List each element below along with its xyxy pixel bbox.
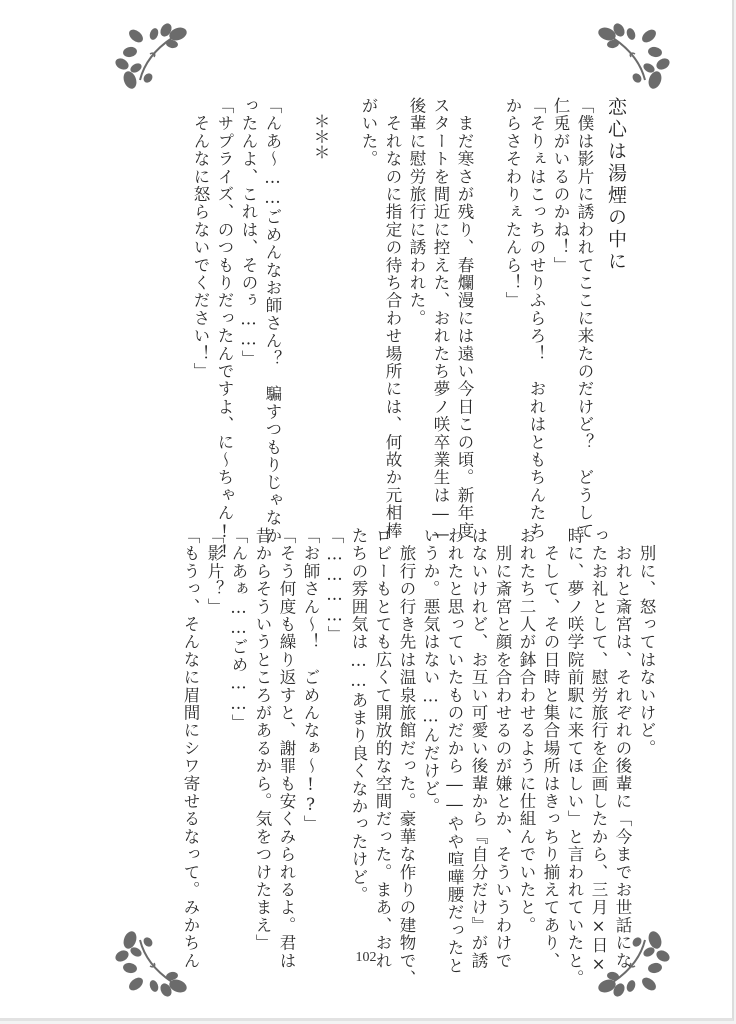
page-number: 102 [355, 950, 377, 965]
text-line: がいた。 [359, 97, 378, 168]
text-line: スタートを間近に控えた、おれたち夢ノ咲卒業生は―― [431, 97, 450, 545]
text-line: われたと思っていたものだから――やや喧嘩腰だったと [445, 527, 464, 975]
text-line: 後輩に慰労旅行に誘われた。 [407, 97, 426, 328]
text-line: おれたち二人が鉢合わせるように仕組んでいたと。 [517, 527, 536, 935]
text-line: 「もうっ、そんなに眉間にシワ寄せるなって。みかちん [181, 527, 200, 970]
text-line: 「…………」 [325, 527, 344, 644]
text-line: おれと斎宮は、それぞれの後輩に「今までお世話にな [613, 527, 632, 970]
text-line: 「僕は影片に誘われてここに来たのだけど？ どうして [575, 97, 594, 540]
text-line: からさそわりぇたんら！」 [503, 97, 522, 310]
text-line: そして、その日時と集合場所はきっちり揃えてあり、 [541, 527, 560, 970]
text-line: 別に斎宮と顔を合わせるのが嫌とか、そういうわけで [493, 527, 512, 970]
blank-line [332, 97, 356, 497]
blank-line [284, 97, 308, 497]
text-line: まだ寒さが残り、春爛漫には遠い今日この頃。新年度 [455, 97, 474, 540]
text-line: 「お師さん〜！ ごめんなぁ〜!?」 [301, 527, 320, 833]
leaf-vine-corner-icon-top-right [595, 20, 675, 92]
text-line: 旅行の行き先は温泉旅館だった。豪華な作りの建物で、 [397, 527, 416, 988]
chapter-title: 恋心は湯煙の中に [605, 97, 627, 273]
text-line: 昔からそういうところがあるから。気をつけたまえ」 [253, 527, 272, 952]
text-line: 「そりぇはこっちのせりふらろ！ おれはともちんたち [527, 97, 546, 540]
blank-line [476, 97, 500, 497]
text-line: 「サプライズ、のつもりだったんですよ、に〜ちゃん!! [215, 97, 234, 563]
text-line: ロビーもとても広くて開放的な空間だった。まあ、おれ [373, 527, 392, 970]
text-line: 「んあ〜……ごめんなお師さん？ 騙すつもりじゃなか [263, 97, 282, 545]
text-line: 別に、怒ってはないけど。 [637, 527, 656, 758]
text-line: はないけれど、お互い可愛い後輩から『自分だけ』が誘 [469, 527, 488, 970]
scene-break: ＊＊＊ [311, 97, 330, 159]
text-line: 「んあぁ……ごめ……」 [229, 527, 248, 732]
text-line: いうか。悪気はない……んだけど。 [421, 527, 440, 816]
text-line: それなのに指定の待ち合わせ場所には、何故か元相棒 [383, 97, 402, 540]
upper-text-block [188, 97, 628, 563]
leaf-vine-corner-icon-top-left [110, 20, 190, 92]
text-line: そんなに怒らないでください！」 [191, 97, 210, 381]
text-line: ったんよ、これは、そのぅ……」 [239, 97, 258, 368]
text-line: ったお礼として、慰労旅行を企画したから、三月×日× [589, 527, 608, 975]
text-line: 「影片？」 [205, 527, 224, 616]
text-line: たちの雰囲気は……あまり良くなかったけど。 [349, 527, 368, 904]
text-line: 「そう何度も繰り返すと、謝罪も安くみられるよ。君は [277, 527, 296, 970]
text-line: 時に、夢ノ咲学院前駅に来てほしい」と言われていたと。 [565, 527, 584, 988]
text-line: 仁兎がいるのかね！」 [551, 97, 570, 274]
